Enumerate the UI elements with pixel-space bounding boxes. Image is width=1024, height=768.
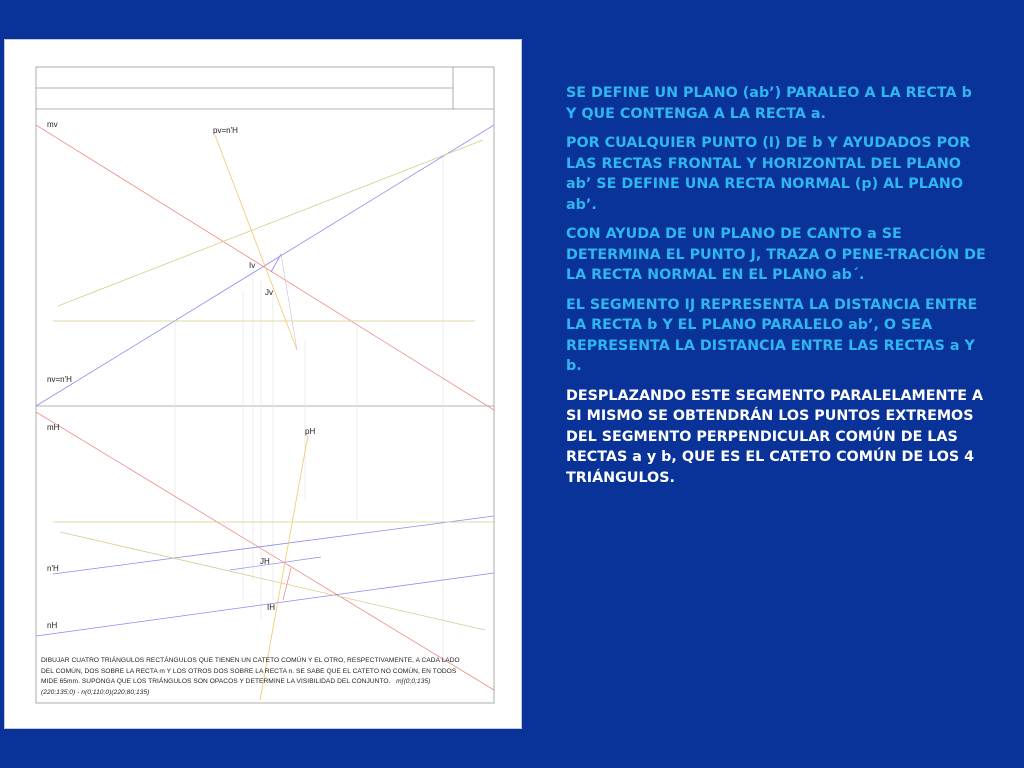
explanation-paragraph-1: SE DEFINE UN PLANO (ab’) PARALEO A LA RECTA b Y QUE CONTENGA A LA RECTA a.: [566, 85, 972, 122]
label-j-vertical: Jv: [265, 288, 273, 297]
line-n-horizontal: [36, 573, 494, 636]
auxiliary-line-vertical: [281, 254, 297, 350]
statement-coordinates: m[(0;0;135)(220;135;0) - n(0;110;0)(220;80;135): [41, 678, 431, 696]
descriptive-geometry-drawing: [5, 40, 521, 728]
label-j-horizontal: JH: [260, 557, 270, 566]
label-p-vertical: pv=n'H: [213, 126, 238, 135]
line-m-horizontal: [36, 412, 494, 690]
explanation-panel: [566, 83, 986, 497]
explanation-paragraph-4: EL SEGMENTO IJ REPRESENTA LA DISTANCIA ENTRE LA RECTA b Y EL PLANO PARALELO ab’, O SEA REPRESENTA LA DISTANCIA ENTRE LAS RECTAS a Y b.: [566, 296, 978, 374]
label-i-vertical: Iv: [249, 261, 256, 270]
plane-trace-horizontal: [60, 532, 485, 630]
label-n-prime-horizontal: n'H: [47, 564, 59, 573]
explanation-paragraph-2: POR CUALQUIER PUNTO (I) DE b Y AYUDADOS POR LAS RECTAS FRONTAL Y HORIZONTAL DEL PLANO ab’ SE DEFINE UNA RECTA NORMAL (p) AL PLANO ab’.: [566, 135, 971, 213]
label-i-horizontal: IH: [267, 603, 275, 612]
label-p-horizontal: pH: [305, 427, 316, 436]
label-n-vertical: nv=n'H: [47, 375, 72, 384]
label-m-vertical: mv: [47, 120, 58, 129]
label-m-horizontal: mH: [47, 423, 60, 432]
auxiliary-line-horizontal: [230, 557, 321, 570]
explanation-paragraph-5: DESPLAZANDO ESTE SEGMENTO PARALELAMENTE A SI MISMO SE OBTENDRÁN LOS PUNTOS EXTREMOS DEL SEGMENTO PERPENDICULAR COMÚN DE LAS RECTAS a y b, QUE ES EL CATETO COMÚN DE LOS 4 TRIÁNGULOS.: [566, 387, 984, 486]
normal-line-p-vertical: [215, 135, 297, 350]
segment-ij-vertical: [271, 254, 281, 272]
line-m-vertical: [36, 125, 494, 410]
line-n-prime-horizontal: [53, 516, 494, 574]
explanation-paragraph-3: CON AYUDA DE UN PLANO DE CANTO a SE DETERMINA EL PUNTO J, TRAZA O PENE-TRACIÓN DE LA RECTA NORMAL EN EL PLANO ab´.: [566, 226, 986, 283]
drawing-sheet: [5, 40, 521, 728]
label-n-horizontal: nH: [47, 621, 58, 630]
statement-text: DIBUJAR CUATRO TRIÁNGULOS RECTÁNGULOS QUE TIENEN UN CATETO COMÚN Y EL OTRO, RESPECTIVAMENTE, A CADA LADO DEL COMÚN, DOS SOBRE LA RECTA m Y LOS OTROS DOS SOBRE LA RECTA n. SE SABE QUE EL CATETO NO COMÚN, EN TODOS MIDE 65mm. SUPONGA QUE LOS TRIÁNGULOS SON OPACOS Y DETERMINE LA VISIBILIDAD DEL CONJUNTO.: [41, 657, 460, 685]
projector-lines: [175, 155, 443, 680]
problem-statement: [41, 656, 461, 698]
